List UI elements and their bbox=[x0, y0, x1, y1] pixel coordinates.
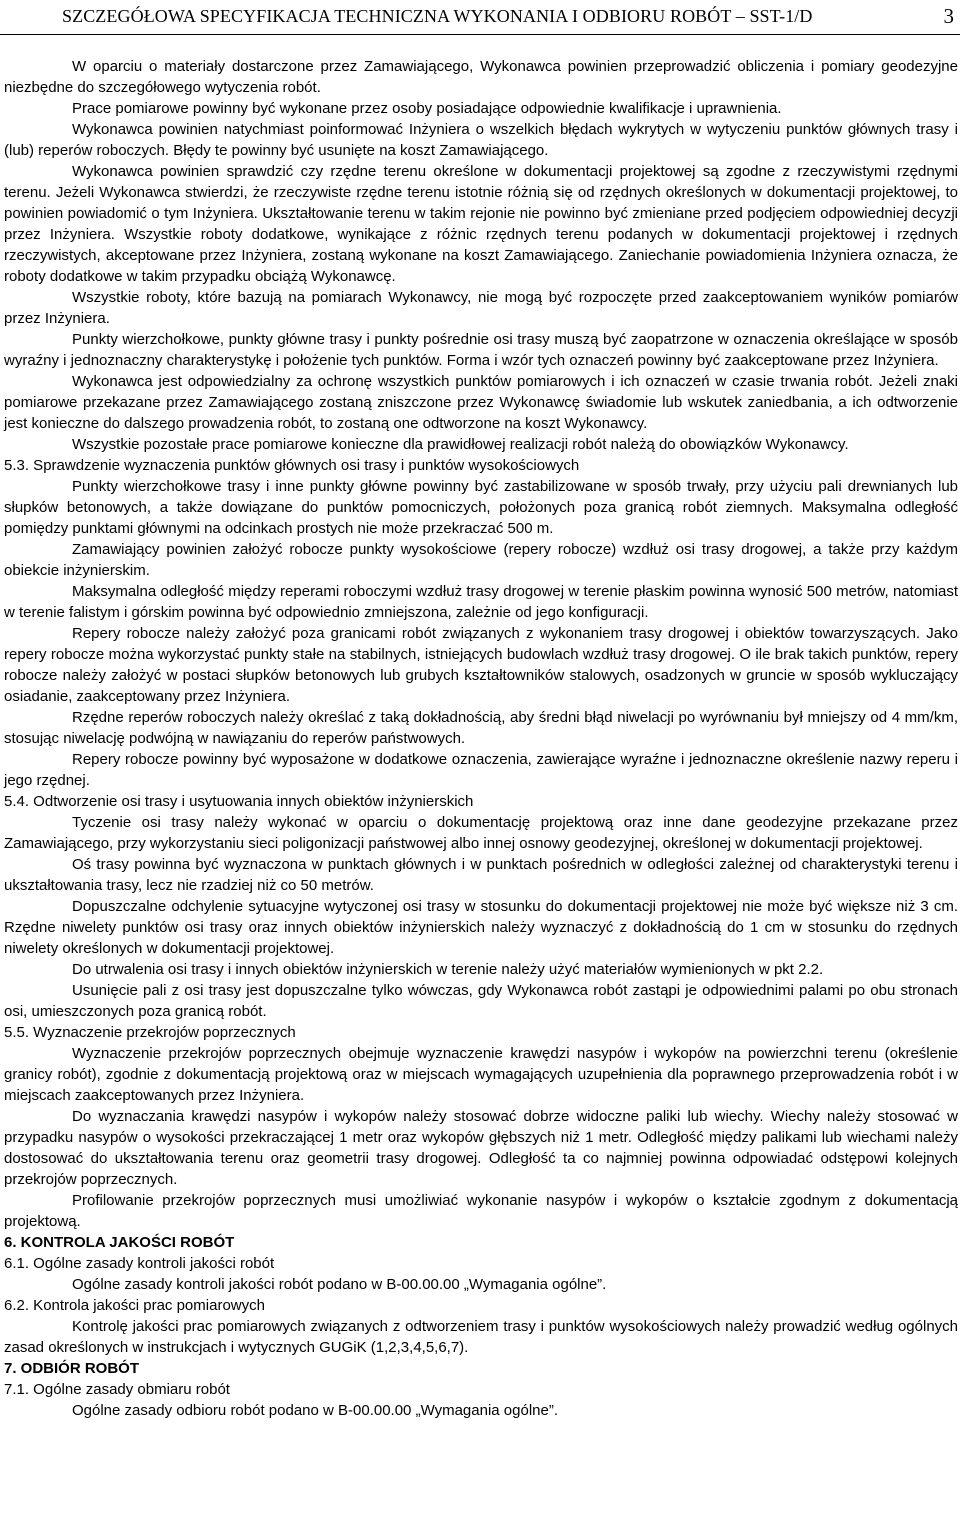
document-title: SZCZEGÓŁOWA SPECYFIKACJA TECHNICZNA WYKONANIA I ODBIORU ROBÓT – SST-1/D bbox=[62, 6, 813, 26]
paragraph: Dopuszczalne odchylenie sytuacyjne wytyczonej osi trasy w stosunku do dokumentacji projektowej nie może być większe niż 3 cm. Rzędne niwelety punktów osi trasy oraz innych obiektów inżynierskich należy wyznaczyć z dokładnością do 1 cm w stosunku do rzędnych niwelety określonych w dokumentacji projektowej. bbox=[4, 898, 958, 957]
section-heading: 6.1. Ogólne zasady kontroli jakości robót bbox=[4, 1255, 275, 1272]
paragraph: Punkty wierzchołkowe trasy i inne punkty główne powinny być zastabilizowane w sposób trwały, przy użyciu pali drewnianych lub słupków betonowych, a także dowiązane do punktów pomocniczych, położonych poza granicą robót ziemnych. Maksymalna odległość pomiędzy punktami głównymi na odcinkach prostych nie może przekraczać 500 m. bbox=[4, 478, 958, 537]
page-header bbox=[0, 0, 960, 35]
paragraph: Zamawiający powinien założyć robocze punkty wysokościowe (repery robocze) wzdłuż osi trasy drogowej, a także przy każdym obiekcie inżynierskim. bbox=[4, 541, 958, 579]
paragraph: Maksymalna odległość między reperami roboczymi wzdłuż trasy drogowej w terenie płaskim powinna wynosić 500 metrów, natomiast w terenie falistym i górskim powinna być odpowiednio zmniejszona, zależnie od jego konfiguracji. bbox=[4, 583, 958, 621]
paragraph: Kontrolę jakości prac pomiarowych związanych z odtworzeniem trasy i punktów wysokościowych należy prowadzić według ogólnych zasad określonych w instrukcjach i wytycznych GUGiK (1,2,3,4,5,6,7). bbox=[4, 1318, 958, 1356]
paragraph: Ogólne zasady kontroli jakości robót podano w B-00.00.00 „Wymagania ogólne”. bbox=[72, 1276, 607, 1293]
page-number: 3 bbox=[943, 4, 954, 28]
paragraph: Do wyznaczania krawędzi nasypów i wykopów należy stosować dobrze widoczne paliki lub wiechy. Wiechy należy stosować w przypadku nasypów o wysokości przekraczającej 1 metr oraz wykopów głębszych niż 1 metr. Odległość między palikami lub wiechami należy dostosować do ukształtowania terenu oraz geometrii trasy drogowej. Odległość ta co najmniej powinna odpowiadać odstępowi kolejnych przekrojów poprzecznych. bbox=[4, 1108, 958, 1188]
section-heading: 7.1. Ogólne zasady obmiaru robót bbox=[4, 1381, 230, 1398]
section-heading: 6.2. Kontrola jakości prac pomiarowych bbox=[4, 1297, 265, 1314]
paragraph: Repery robocze powinny być wyposażone w dodatkowe oznaczenia, zawierające wyraźne i jednoznaczne określenie nazwy reperu i jego rzędnej. bbox=[4, 751, 958, 789]
chapter-heading: 6. KONTROLA JAKOŚCI ROBÓT bbox=[4, 1234, 235, 1251]
paragraph: Do utrwalenia osi trasy i innych obiektów inżynierskich w terenie należy użyć materiałów wymienionych w pkt 2.2. bbox=[72, 961, 824, 978]
paragraph: W oparciu o materiały dostarczone przez Zamawiającego, Wykonawca powinien przeprowadzić obliczenia i pomiary geodezyjne niezbędne do szczegółowego wytyczenia robót. bbox=[4, 58, 958, 96]
paragraph: Wykonawca powinien natychmiast poinformować Inżyniera o wszelkich błędach wykrytych w wytyczeniu punktów głównych trasy i (lub) reperów roboczych. Błędy te powinny być usunięte na koszt Zamawiającego. bbox=[4, 121, 958, 159]
paragraph: Rzędne reperów roboczych należy określać z taką dokładnością, aby średni błąd niwelacji po wyrównaniu był mniejszy od 4 mm/km, stosując niwelację podwójną w nawiązaniu do reperów państwowych. bbox=[4, 709, 958, 747]
section-heading: 5.4. Odtworzenie osi trasy i usytuowania innych obiektów inżynierskich bbox=[4, 793, 474, 810]
section-heading: 5.5. Wyznaczenie przekrojów poprzecznych bbox=[4, 1024, 296, 1041]
paragraph: Ogólne zasady odbioru robót podano w B-00.00.00 „Wymagania ogólne”. bbox=[72, 1402, 559, 1419]
paragraph: Punkty wierzchołkowe, punkty główne trasy i punkty pośrednie osi trasy muszą być zaopatrzone w oznaczenia określające w sposób wyraźny i jednoznaczny charakterystykę i położenie tych punktów. Forma i wzór tych oznaczeń powinny być zaakceptowane przez Inżyniera. bbox=[4, 331, 958, 369]
paragraph: Usunięcie pali z osi trasy jest dopuszczalne tylko wówczas, gdy Wykonawca robót zastąpi je odpowiednimi palami po obu stronach osi, umieszczonych poza granicą robót. bbox=[4, 982, 958, 1020]
paragraph: Repery robocze należy założyć poza granicami robót związanych z wykonaniem trasy drogowej i obiektów towarzyszących. Jako repery robocze można wykorzystać punkty stałe na stabilnych, istniejących budowlach wzdłuż trasy drogowej. O ile brak takich punktów, repery robocze należy założyć w postaci słupków betonowych lub grubych kształtowników stalowych, osadzonych w gruncie w sposób wykluczający osiadanie, zaakceptowany przez Inżyniera. bbox=[4, 625, 958, 705]
chapter-heading: 7. ODBIÓR ROBÓT bbox=[4, 1360, 140, 1377]
paragraph: Profilowanie przekrojów poprzecznych musi umożliwiać wykonanie nasypów i wykopów o kształcie zgodnym z dokumentacją projektową. bbox=[4, 1192, 958, 1230]
paragraph: Wykonawca jest odpowiedzialny za ochronę wszystkich punktów pomiarowych i ich oznaczeń w czasie trwania robót. Jeżeli znaki pomiarowe przekazane przez Zamawiającego zostaną zniszczone przez Wykonawcę świadomie lub wskutek zaniedbania, a ich odtworzenie jest konieczne do dalszego prowadzenia robót, to zostaną one odtworzone na koszt Wykonawcy. bbox=[4, 373, 958, 432]
paragraph: Wykonawca powinien sprawdzić czy rzędne terenu określone w dokumentacji projektowej są zgodne z rzeczywistymi rzędnymi terenu. Jeżeli Wykonawca stwierdzi, że rzeczywiste rzędne terenu istotnie różnią się od rzędnych określonych w dokumentacji projektowej, to powinien powiadomić o tym Inżyniera. Ukształtowanie terenu w takim rejonie nie powinno być zmieniane przed podjęciem odpowiedniej decyzji przez Inżyniera. Wszystkie roboty dodatkowe, wynikające z różnic rzędnych terenu podanych w dokumentacji projektowej i rzędnych rzeczywistych, akceptowane przez Inżyniera, zostaną wykonane na koszt Zamawiającego. Zaniechanie powiadomienia Inżyniera oznacza, że roboty dodatkowe w takim przypadku obciążą Wykonawcę. bbox=[4, 163, 958, 285]
document-body bbox=[4, 56, 958, 1421]
paragraph: Prace pomiarowe powinny być wykonane przez osoby posiadające odpowiednie kwalifikacje i uprawnienia. bbox=[72, 100, 782, 117]
paragraph: Tyczenie osi trasy należy wykonać w oparciu o dokumentację projektową oraz inne dane geodezyjne przekazane przez Zamawiającego, przy wykorzystaniu sieci poligonizacji państwowej albo innej osnowy geodezyjnej, określonej w dokumentacji projektowej. bbox=[4, 814, 958, 852]
paragraph: Wszystkie roboty, które bazują na pomiarach Wykonawcy, nie mogą być rozpoczęte przed zaakceptowaniem wyników pomiarów przez Inżyniera. bbox=[4, 289, 958, 327]
paragraph: Oś trasy powinna być wyznaczona w punktach głównych i w punktach pośrednich w odległości zależnej od charakterystyki terenu i ukształtowania trasy, lecz nie rzadziej niż co 50 metrów. bbox=[4, 856, 958, 894]
paragraph: Wyznaczenie przekrojów poprzecznych obejmuje wyznaczenie krawędzi nasypów i wykopów na powierzchni terenu (określenie granicy robót), zgodnie z dokumentacją projektową oraz w miejscach wymagających uzupełnienia dla poprawnego przeprowadzenia robót i w miejscach zaakceptowanych przez Inżyniera. bbox=[4, 1045, 958, 1104]
paragraph: Wszystkie pozostałe prace pomiarowe konieczne dla prawidłowej realizacji robót należą do obowiązków Wykonawcy. bbox=[72, 436, 849, 453]
section-heading: 5.3. Sprawdzenie wyznaczenia punktów głównych osi trasy i punktów wysokościowych bbox=[4, 457, 580, 474]
